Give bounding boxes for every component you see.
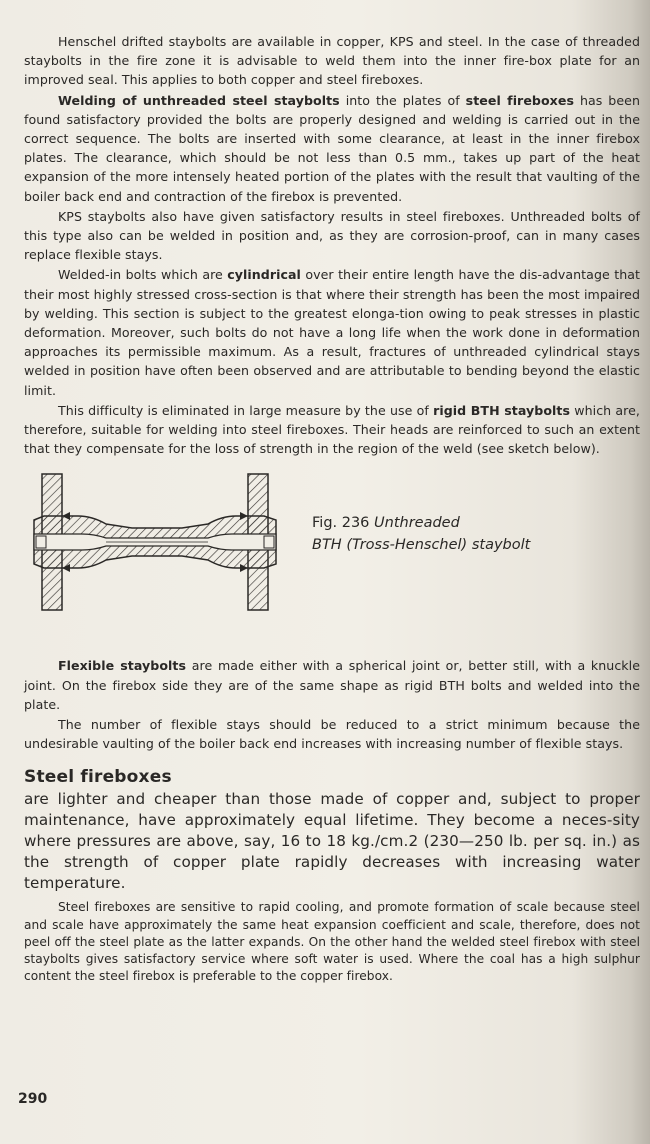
text-run: Welded-in bolts which are (58, 267, 228, 283)
staybolt-sketch (32, 472, 304, 612)
text-run: which are, therefore, suitable for welding into steel fireboxes. Their heads are reinforced to such an extent that they compensate for the loss of strength in the region of the weld (see sketch below). (24, 402, 640, 457)
figure-236 (24, 472, 640, 644)
text-run: into the plates of (339, 92, 466, 108)
paragraph-cylindrical-bolts (24, 265, 640, 399)
bold-term: steel fireboxes (465, 92, 574, 108)
paragraph-steel-fireboxes-intro: are lighter and cheaper than those made of copper and, subject to proper maintenance, have approximately equal lifetime. They become a neces-sity where pressures are above, say, 16 to 18 kg./cm.2 (230—250 lb. per sq. in.) as the strength of copper plate rapidly decreases with increasing water temperature. (24, 790, 640, 892)
section-heading: Steel fireboxes (24, 767, 172, 788)
caption-title-line2: BTH (Tross-Henschel) staybolt (312, 537, 531, 554)
bold-term: Flexible staybolts (58, 658, 187, 674)
caption-number: Fig. 236 (312, 515, 375, 532)
paragraph-flexible-staybolts (24, 656, 640, 714)
text-run: This difficulty is eliminated in large measure by the use of (58, 402, 434, 418)
bold-term: Welding of unthreaded steel staybolts (58, 92, 340, 108)
figure-caption (312, 512, 530, 556)
paragraph-kps-staybolts: KPS staybolts also have given satisfactory results in steel fireboxes. Unthreaded bolts of this type also can be welded in position and, as they are corrosion-proof, can in many cases replace flexible stays. (24, 208, 640, 263)
text-run: has been found satisfactory provided the bolts are properly designed and welding is carried out in the correct sequence. The bolts are inserted with some clearance, at least in the inner firebox plates. The clearance, which should be not less than 0.5 mm., takes up part of the heat expansion of the more intensely heated portion of the plates with the result that vaulting of the boiler back end and contraction of the firebox is prevented. (24, 92, 640, 204)
paragraph-steel-fireboxes-scale: Steel fireboxes are sensitive to rapid cooling, and promote formation of scale because steel and scale have approximately the same heat expansion coefficient and scale, therefore, does not peel off the steel plate as the latter expands. On the other hand the welded steel firebox with steel staybolts gives satisfactory service where soft water is used. Where the coal has a high sulphur content the steel firebox is preferable to the copper firebox. (24, 900, 640, 984)
page-number: 290 (18, 1091, 48, 1107)
paragraph-flexible-stays-number: The number of flexible stays should be reduced to a strict minimum because the undesirable vaulting of the boiler back end increases with increasing number of flexible stays. (24, 717, 640, 752)
paragraph-rigid-bth (24, 401, 640, 459)
text-run: are made either with a spherical joint or, better still, with a knuckle joint. On the firebox side they are of the same shape as rigid BTH bolts and welded into the plate. (24, 658, 640, 712)
text-run: over their entire length have the dis-advantage that their most highly stressed cross-section is that where their strength has been the most impaired by welding. This section is subject to the greatest elonga-tion owing to peak stresses in plastic deformation. Moreover, such bolts do not have a long life when the work done in deformation approaches its permissible maximum. As a result, fractures of unthreaded cylindrical stays welded in position have often been observed and are attributable to bending beyond the elastic limit. (24, 267, 640, 398)
bold-term: cylindrical (227, 267, 301, 283)
paragraph-henschel-staybolts: Henschel drifted staybolts are available in copper, KPS and steel. In the case of threaded staybolts in the fire zone it is advisable to weld them into the inner fire-box plate for an improved seal. This applies to both copper and steel fireboxes. (24, 34, 640, 88)
paragraph-welding-unthreaded (24, 91, 640, 206)
caption-title-line1: Unthreaded (374, 515, 460, 532)
bold-term: rigid BTH staybolts (433, 402, 571, 418)
